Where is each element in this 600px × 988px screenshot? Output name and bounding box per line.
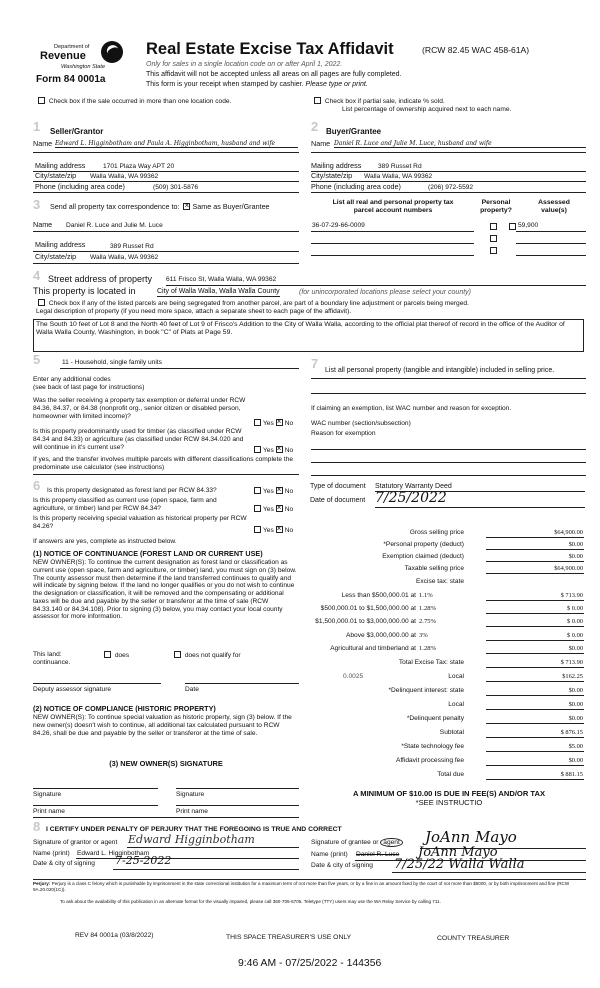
corr-name-label: Name — [33, 220, 53, 229]
q5-1-no-checkbox[interactable] — [276, 419, 283, 426]
corr-city-label: City/state/zip — [35, 252, 77, 261]
land-does-not-checkbox[interactable] — [174, 651, 181, 658]
street-label: Street address of property — [48, 274, 153, 284]
buyer-city-label: City/state/zip — [311, 171, 353, 180]
notice-3-title: (3) NEW OWNER(S) SIGNATURE — [109, 759, 223, 768]
located-label: This property is located in — [33, 286, 136, 296]
tier-3-label: $1,500,000.01 to $3,000,000.00 at — [315, 618, 416, 625]
buyer-heading: Buyer/Grantee — [326, 127, 382, 136]
revision-label: REV 84 0001a (03/8/2022) — [75, 932, 154, 939]
notice-1-title: (1) NOTICE OF CONTINUANCE (FOREST LAND OR CURRENT USE) — [33, 549, 263, 558]
seller-name-label: Name — [33, 139, 53, 148]
tier-2-label: $500,000.01 to $1,500,000.00 at — [320, 605, 416, 612]
grantee-date-field[interactable]: 7/25/22 Walla Walla — [394, 857, 525, 872]
notice-2-title: (2) NOTICE OF COMPLIANCE (HISTORIC PROPERTY) — [33, 704, 216, 713]
tier-4-label: Above $3,000,000.00 at — [345, 632, 416, 639]
exemption-label: If claiming an exemption, list WAC number and reason for exception. — [311, 405, 512, 412]
personal-col-heading-1: Personal — [481, 199, 511, 206]
same-as-buyer-checkbox[interactable] — [183, 203, 190, 210]
tier-5-value[interactable]: $0.00 — [486, 645, 584, 654]
header-line-3b: Please type or print. — [305, 81, 368, 88]
minimum-fee-notice: A MINIMUM OF $10.00 IS DUE IN FEE(S) AND/OR TAX — [352, 789, 546, 798]
grantee-name-struck: Daniel R. Luce — [356, 851, 400, 858]
delinquent-local-value[interactable]: $0.00 — [486, 701, 584, 710]
street-field[interactable]: 611 Frisco St, Walla Walla, WA 99362 — [166, 276, 277, 283]
page-title: Real Estate Excise Tax Affidavit — [146, 40, 394, 58]
agent-circled: agent — [380, 838, 403, 847]
parcel-number-field[interactable]: 36-07-29-66-0009 — [312, 222, 365, 229]
tier-3-rate: 2.75% — [419, 618, 437, 625]
q6-2-yes-checkbox[interactable] — [254, 505, 261, 512]
deputy-signature-label: Deputy assessor signature — [33, 686, 112, 693]
delinquent-penalty-value[interactable]: $0.00 — [486, 715, 584, 724]
wac-label: WAC number (section/subsection) — [311, 420, 411, 427]
county-treasurer-label: COUNTY TREASURER — [437, 935, 510, 942]
reason-label: Reason for exemption — [311, 430, 376, 437]
corr-mail-field[interactable]: 389 Russet Rd — [110, 243, 154, 250]
assessed-value-field[interactable]: 59,900 — [518, 222, 539, 229]
header-line-2: This affidavit will not be accepted unless all areas on all pages are fully completed. — [146, 71, 402, 78]
certify-statement: I CERTIFY UNDER PENALTY OF PERJURY THAT THE FOREGOING IS TRUE AND CORRECT — [46, 826, 342, 833]
q5-1-yes-checkbox[interactable] — [254, 419, 261, 426]
delinquent-local-label: Local — [448, 701, 464, 708]
corr-city-field[interactable]: Walla Walla, WA 99362 — [90, 254, 159, 261]
delinquent-penalty-label: *Delinquent penalty — [406, 715, 464, 722]
continuance-label: continuance. — [33, 659, 71, 666]
total-state-value[interactable]: $ 713.90 — [486, 659, 584, 668]
doc-type-label: Type of document — [310, 483, 366, 490]
seller-city-label: City/state/zip — [35, 171, 77, 180]
grantor-date-field[interactable]: 7-25-2022 — [115, 854, 172, 867]
q6-3-no-label: No — [284, 527, 294, 534]
answers-note: If answers are yes, complete as instructed below. — [33, 538, 177, 545]
q6-1-no-label: No — [284, 488, 294, 495]
buyer-city-field[interactable]: Walla Walla, WA 99362 — [364, 173, 433, 180]
seller-phone-field[interactable]: (509) 301-5876 — [153, 184, 199, 191]
personal-property-label: List all personal property (tangible and intangible) included in selling price. — [325, 367, 555, 374]
tier-4-value[interactable]: $ 0.00 — [486, 632, 584, 641]
located-select[interactable]: City of Walla Walla, Walla Walla County — [157, 288, 280, 297]
q6-1-yes-checkbox[interactable] — [254, 487, 261, 494]
seller-phone-label: Phone (including area code) — [35, 182, 125, 191]
grantee-name-field[interactable]: JoAnn Mayo — [418, 845, 498, 860]
new-owner-signature-label-2: Signature — [176, 791, 205, 798]
grantee-name-label: Name (print) — [311, 851, 348, 858]
grantor-sig-label: Signature of grantor or agent — [33, 839, 118, 846]
segregated-checkbox[interactable] — [38, 299, 45, 306]
revenue-logo-text: Revenue — [40, 50, 86, 62]
state-label: Washington State — [61, 64, 106, 70]
notice-2-text: NEW OWNER(S): To continue special valuation as historic property, sign (3) below. If the new owner(s) doesn't wish to continue, all additional tax calculated pursuant to RCW 84.26, shall be due and payable by the seller or transferor at the time of sale. — [33, 714, 292, 737]
q5-2-no-label: No — [284, 447, 294, 454]
gross-label: Gross selling price — [409, 529, 464, 536]
deputy-date-label: Date — [185, 686, 199, 693]
exemption-deduct-value[interactable]: $0.00 — [486, 553, 584, 562]
perjury-label: Perjury: — [33, 881, 51, 886]
q6-3-yes-label: Yes — [263, 527, 274, 534]
taxable-value[interactable]: $64,900.00 — [486, 565, 584, 574]
segregated-label: Check box if any of the listed parcels are being segregated from another parcel, are part of a boundary line adjustment or parcels being merged. — [48, 300, 469, 307]
seller-heading: Seller/Grantor — [50, 127, 104, 136]
treasurer-use-label: THIS SPACE TREASURER'S USE ONLY — [226, 934, 352, 941]
tier-5-label: Agricultural and timberland at — [330, 645, 416, 652]
buyer-mail-field[interactable]: 389 Russet Rd — [378, 163, 422, 170]
personal-deduct-value[interactable]: $0.00 — [486, 541, 584, 550]
grantee-date-label: Date & city of signing — [311, 862, 373, 869]
new-owner-signature-label-1: Signature — [33, 791, 62, 798]
q6-2-no-checkbox[interactable] — [276, 505, 283, 512]
land-does-label: does — [114, 652, 130, 659]
exemption-deduct-label: Exemption claimed (deduct) — [382, 553, 464, 560]
assessed-col-heading-2: value(s) — [541, 207, 567, 215]
doc-date-label: Date of document — [310, 497, 366, 504]
personal-property-checkbox-3[interactable] — [490, 247, 497, 254]
rcw-reference: (RCW 82.45 WAC 458-61A) — [422, 45, 530, 55]
section-3-number: 3 — [33, 197, 41, 212]
buyer-name-field[interactable]: Daniel R. Luce and Julie M. Luce, husband and wife — [334, 140, 586, 148]
additional-codes-label: Enter any additional codes — [33, 376, 111, 383]
buyer-phone-label: Phone (including area code) — [311, 182, 401, 191]
local-label: Local — [448, 673, 464, 680]
grantee-signature[interactable]: JoAnn Mayo — [425, 828, 517, 846]
tier-1-label: Less than $500,000.01 at — [341, 592, 416, 599]
grantor-signature[interactable]: Edward Higginbotham — [128, 833, 255, 846]
delinquent-state-label: *Delinquent interest: state — [388, 687, 464, 694]
tech-fee-label: *State technology fee — [401, 743, 464, 750]
question-6-2: Is this property classified as current use (open space, farm and agriculture, or timber) land per RCW 84.34? — [33, 497, 217, 512]
question-6-3: Is this property receiving special valuation as historical property per RCW 84.26? — [33, 515, 247, 530]
see-instructions: *SEE INSTRUCTIO — [415, 798, 483, 807]
seller-mail-label: Mailing address — [35, 161, 86, 170]
grantor-name-field[interactable]: Edward L. Higginbotham — [77, 850, 150, 857]
doc-date-field[interactable]: 7/25/2022 — [375, 490, 585, 508]
subtotal-label: Subtotal — [439, 729, 464, 736]
personal-property-checkbox-1[interactable] — [490, 223, 497, 230]
assessed-checkbox-1[interactable] — [509, 223, 516, 230]
personal-property-checkbox-2[interactable] — [490, 235, 497, 242]
partial-sale-label: Check box if partial sale, indicate % sold. — [324, 98, 445, 105]
same-as-buyer-label: Same as Buyer/Grantee — [192, 202, 270, 211]
q6-3-no-checkbox[interactable] — [276, 526, 283, 533]
q6-1-yes-label: Yes — [263, 488, 274, 495]
alternate-format-text: To ask about the availability of this publication in an alternate format for the visually impaired, please call 360-705-6705. Teletype (TTY) users may use the WA Relay Service by calling 711. — [60, 899, 441, 904]
tech-fee-value[interactable]: $5.00 — [486, 743, 584, 752]
q5-2-yes-checkbox[interactable] — [254, 446, 261, 453]
corr-name-field[interactable]: Daniel R. Luce and Julie M. Luce — [66, 222, 163, 229]
tier-1-value[interactable]: $ 713.90 — [486, 592, 584, 601]
tier-2-value[interactable]: $ 0.00 — [486, 605, 584, 614]
parcel-col-heading-2: parcel account numbers — [353, 207, 433, 215]
section-8-number: 8 — [33, 819, 41, 834]
tier-5-rate: 1.28% — [419, 645, 437, 652]
q5-2-yes-label: Yes — [263, 447, 274, 454]
question-5-2: Is this property predominantly used for timber (as classified under RCW 84.34 and 84.33) or agriculture (as classified under RCW 84.34.020 and will continue in it's current use? — [33, 428, 244, 451]
dept-label: Department of — [54, 44, 90, 50]
grantor-name-label: Name (print) — [33, 850, 70, 857]
land-does-checkbox[interactable] — [104, 651, 111, 658]
legal-description-label: Legal description of property (if you need more space, attach a separate sheet to each page of the affidavit). — [36, 308, 352, 315]
new-owner-print-label-2: Print name — [176, 808, 208, 815]
receipt-timestamp: 9:46 AM - 07/25/2022 - 144356 — [238, 958, 382, 969]
tier-1-rate: 1.1% — [419, 592, 433, 599]
correspondence-label: Send all property tax correspondence to: — [50, 202, 180, 211]
q5-1-no-label: No — [284, 420, 294, 427]
local-rate: 0.0025 — [343, 673, 364, 680]
section-1-number: 1 — [33, 119, 41, 134]
grantee-sig-label: Signature of grantee or — [311, 839, 379, 846]
total-state-label: Total Excise Tax: state — [398, 659, 464, 666]
buyer-phone-field[interactable]: (206) 972-5592 — [428, 184, 474, 191]
notice-1-text: NEW OWNER(S): To continue the current designation as forest land or classification as current use (open space, farm and agriculture, or timber) land, you must sign on (3) below. The county assessor must then determine if the land transferred continues to qualify and will indicate by signing below. If the land no longer qualifies or you do not wish to continue the designation or classification, it will be removed and the compensating or additional taxes will be due and payable by the seller or transferor at the time of sale (RCW 84.33.140 or 84.34.108). Prior to signing (3) below, you may contact your local county assessor for more information. — [33, 559, 297, 621]
subtotal-value[interactable]: $ 876.15 — [486, 729, 584, 738]
delinquent-state-value[interactable]: $0.00 — [486, 687, 584, 696]
new-owner-print-label-1: Print name — [33, 808, 65, 815]
section-7-number: 7 — [311, 356, 319, 371]
section-5-number: 5 — [33, 352, 41, 367]
section-2-number: 2 — [311, 119, 319, 134]
use-code-field[interactable]: 11 - Household, single family units — [62, 359, 162, 366]
legal-description-field[interactable]: The South 10 feet of Lot 8 and the North 40 feet of Lot 9 of Frisco's Addition to the City of Walla Walla, according to the official plat thereof of record in the office of the Auditor of Walla Walla County, Washington, in book "C" of Plats at Page 59. — [33, 319, 584, 352]
q6-2-yes-label: Yes — [263, 506, 274, 513]
q5-1-yes-label: Yes — [263, 420, 274, 427]
parcel-col-heading-1: List all real and personal property tax — [332, 199, 454, 206]
excise-state-label: Excise tax: state — [415, 578, 464, 585]
total-due-label: Total due — [437, 771, 464, 778]
tier-2-rate: 1.28% — [419, 605, 437, 612]
assessed-col-heading-1: Assessed — [538, 199, 570, 206]
question-5-1: Was the seller receiving a property tax exemption or deferral under RCW 84.36, 84.37, or 84.38 (nonprofit org., senior citizen or disabled person, homeowner with limited income)? — [33, 397, 246, 420]
located-note: (for unincorporated locations please select your county) — [299, 289, 471, 296]
this-land-label: This land: — [33, 651, 62, 658]
q6-1-no-checkbox[interactable] — [276, 487, 283, 494]
seller-city-field[interactable]: Walla Walla, WA 99362 — [90, 173, 159, 180]
personal-col-heading-2: property? — [480, 207, 512, 215]
seller-name-field[interactable]: Edward L. Higginbotham and Paula A. Higginbotham, husband and wife — [55, 140, 298, 148]
doc-type-field[interactable]: Statutory Warranty Deed — [375, 483, 585, 492]
buyer-mail-label: Mailing address — [311, 161, 362, 170]
perjury-text: Perjury is a class C felony which is punishable by imprisonment in the state correctional institution for a maximum term of not more than five years, or by a fine in an amount fixed by the court of not more than $5000, or by both imprisonment and fine (RCW 9A.20.020(1C)). — [33, 881, 570, 892]
buyer-name-label: Name — [311, 139, 331, 148]
ownership-label: List percentage of ownership acquired next to each name. — [342, 106, 512, 113]
grantor-date-label: Date & city of signing — [33, 860, 95, 867]
seller-mail-field[interactable]: 1701 Plaza Way APT 20 — [103, 163, 175, 170]
multi-location-checkbox[interactable] — [38, 97, 45, 104]
revenue-logo-icon — [101, 41, 123, 63]
header-line-1: Only for sales in a single location code on or after April 1, 2022. — [146, 61, 343, 68]
multi-location-label: Check box if the sale occurred in more than one location code. — [48, 98, 232, 105]
local-value[interactable]: $162.25 — [486, 673, 584, 682]
corr-mail-label: Mailing address — [35, 240, 86, 249]
form-number: Form 84 0001a — [36, 74, 106, 85]
tier-4-rate: 3% — [419, 632, 428, 639]
tier-3-value[interactable]: $ 0.00 — [486, 618, 584, 627]
taxable-label: Taxable selling price — [404, 565, 464, 572]
gross-value[interactable]: $64,900.00 — [486, 529, 584, 538]
partial-sale-checkbox[interactable] — [314, 97, 321, 104]
q6-2-no-label: No — [284, 506, 294, 513]
affidavit-fee-value[interactable]: $0.00 — [486, 757, 584, 766]
question-6-1: Is this property designated as forest land per RCW 84.33? — [47, 487, 217, 494]
land-does-not-label: does not qualify for — [184, 652, 241, 659]
section-6-number: 6 — [33, 478, 41, 493]
section-4-number: 4 — [33, 268, 41, 283]
additional-codes-note: (see back of last page for instructions) — [33, 384, 145, 391]
q5-2-no-checkbox[interactable] — [276, 446, 283, 453]
personal-deduct-label: *Personal property (deduct) — [383, 541, 464, 548]
total-due-value[interactable]: $ 881.15 — [486, 771, 584, 780]
header-line-3: This form is your receipt when stamped by cashier. — [146, 81, 304, 88]
affidavit-fee-label: Affidavit processing fee — [395, 757, 464, 764]
q6-3-yes-checkbox[interactable] — [254, 526, 261, 533]
question-5-3: If yes, and the transfer involves multiple parcels with different classifications complete the predominate use calculator (see instructions) — [33, 456, 294, 471]
